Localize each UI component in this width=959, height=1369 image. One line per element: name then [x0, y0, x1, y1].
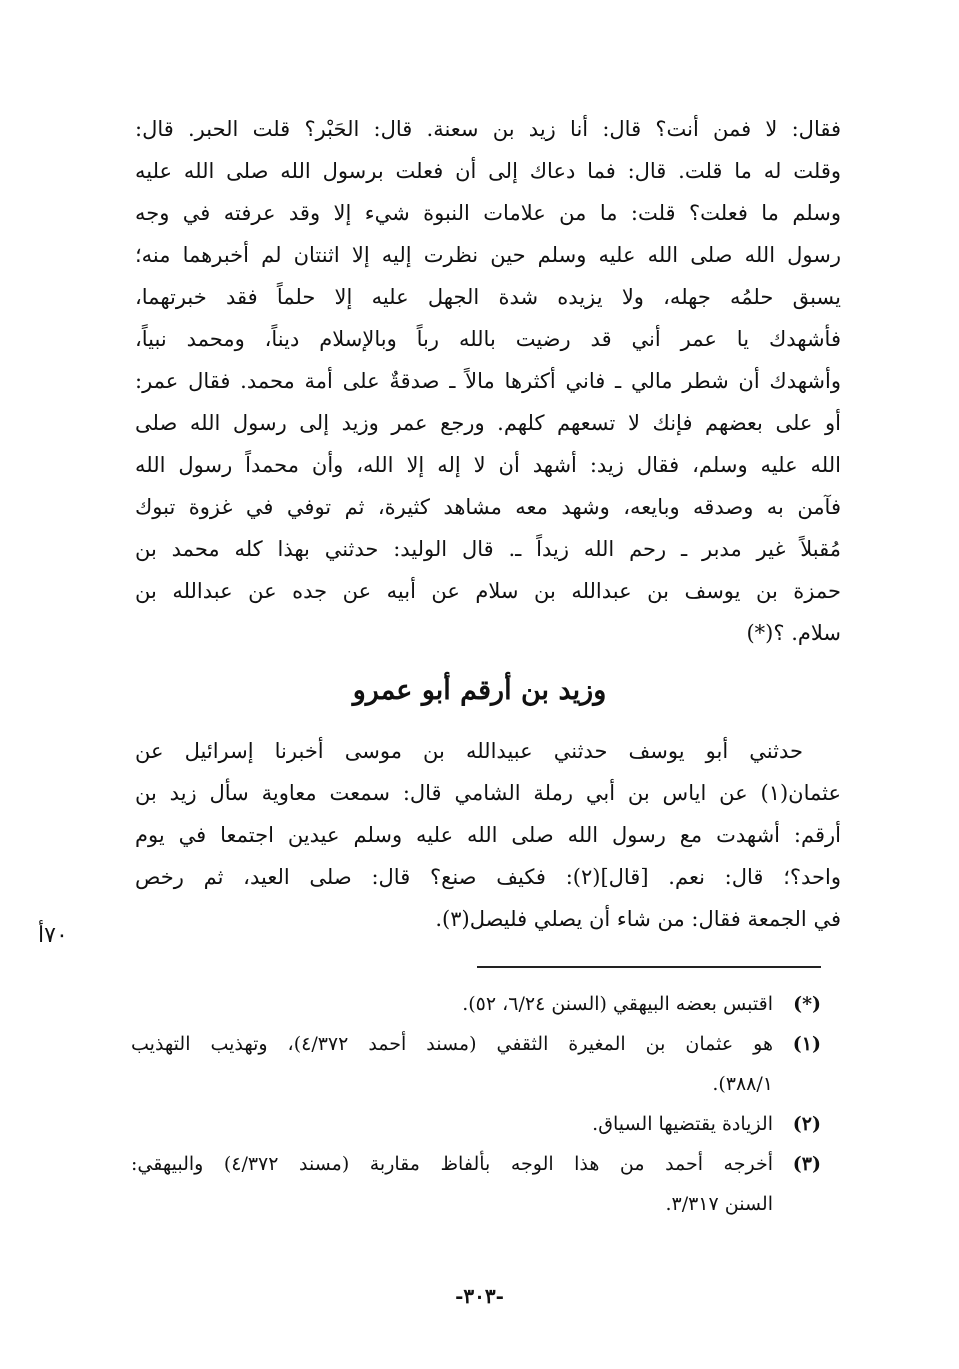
footnote-line: أخرجه أحمد من هذا الوجه بألفاظ مقاربة (مسند ٤/٣٧٢) والبيهقي: [131, 1153, 773, 1175]
footnote-marker: (٣) [792, 1153, 821, 1175]
margin-folio-note: ٧٠أ [38, 923, 68, 948]
footnote-body [131, 984, 773, 1024]
text-line: أرقم: أشهدت مع رسول الله صلى الله عليه وسلم عيدين اجتمعا في يوم [135, 823, 841, 847]
main-paragraph [135, 108, 841, 654]
text-line: في الجمعة فقال: من شاء أن يصلي فليصل(٣). [435, 907, 841, 931]
footnote-line: الزيادة يقتضيها السياق. [592, 1113, 773, 1135]
second-paragraph [135, 730, 841, 940]
text-line: فقال: لا فمن أنت؟ قال: أنا زيد بن سعنة. قال: الحَبْر؟ قلت الحبر. قال: [135, 117, 841, 141]
text-line: وأشهدك أن شطر مالي ـ فاني أكثرها مالاً ـ صدقةٌ على أمة محمد. فقال عمر: [135, 369, 841, 393]
footnote [131, 1144, 821, 1224]
text-line: وسلم ما فعلت؟ قلت: ما من علامات النبوة شيء إلا وقد عرفته في وجه [135, 201, 841, 225]
text-line: مُقبلاً غير مدبر ـ رحم الله زيداً ـ. قال الوليد: حدثني بهذا كله محمد بن [135, 537, 841, 561]
text-line: حدثني أبو يوسف حدثني عبيدالله بن موسى أخبرنا إسرائيل عن [135, 739, 803, 763]
footnote-line: هو عثمان بن المغيرة الثقفي (مسند أحمد ٤/٣٧٢)، وتهذيب التهذيب [131, 1033, 773, 1055]
footnote-marker: (*) [793, 993, 821, 1015]
text-line: يسبق حلمُه جهله، ولا يزيده شدة الجهل عليه إلا حلماً فقد خبرتهما، [135, 285, 841, 309]
page-number: -٣٠٣- [455, 1284, 504, 1308]
section-heading: وزيد بن أرقم أبو عمرو [352, 675, 607, 706]
footnote-body [131, 1144, 773, 1224]
text-line: عثمان(١) عن اياس بن أبي رملة الشامي قال: سمعت معاوية سأل زيد بن [135, 781, 841, 805]
text-line: وقلت له ما قلت. قال: فما دعاك إلى أن فعلت برسول الله صلى الله عليه [135, 159, 841, 183]
text-line: الله عليه وسلم، فقال زيد: أشهد أن لا إله إلا الله، وأن محمداً رسول الله [135, 453, 841, 477]
text-line: أو على بعضهم فإنك لا تسعهم كلهم. ورجع عمر وزيد إلى رسول الله صلى [135, 411, 841, 435]
footnote-line: ٣٨٨/١). [712, 1073, 773, 1095]
footnote-marker: (١) [792, 1033, 821, 1055]
footnote [131, 1024, 821, 1104]
footnote [131, 984, 821, 1024]
footnote-divider [477, 966, 821, 968]
text-line: واحد؟؛ قال: نعم. [قال](٢): فكيف صنع؟ قال: صلى العيد، ثم رخص [135, 865, 841, 889]
footnote-body [131, 1024, 773, 1104]
text-line: فأشهدك يا عمر أني قد رضيت بالله رباً وبالإسلام ديناً، ومحمد نبياً، [135, 327, 841, 351]
footnote-line: اقتبس بعضه البيهقي (السنن ٦/٢٤، ٥٢). [462, 993, 773, 1015]
footnote [131, 1104, 821, 1144]
footnote-marker: (٢) [792, 1113, 821, 1135]
text-line: سلام. ؟(*) [746, 621, 841, 645]
text-line: رسول الله صلى الله عليه وسلم حين نظرت إليه إلا اثنتان لم أخبرهما منه؛ [135, 243, 841, 267]
footnotes-section [131, 984, 821, 1224]
text-line: حمزة بن يوسف بن عبدالله بن سلام عن أبيه عن جده عن عبدالله بن [135, 579, 841, 603]
footnote-line: السنن ٣/٣١٧. [665, 1193, 773, 1215]
text-line: فآمن به وصدقه وبايعه، وشهد معه مشاهد كثيرة، ثم توفي في غزوة تبوك [135, 495, 841, 519]
footnote-body [131, 1104, 773, 1144]
